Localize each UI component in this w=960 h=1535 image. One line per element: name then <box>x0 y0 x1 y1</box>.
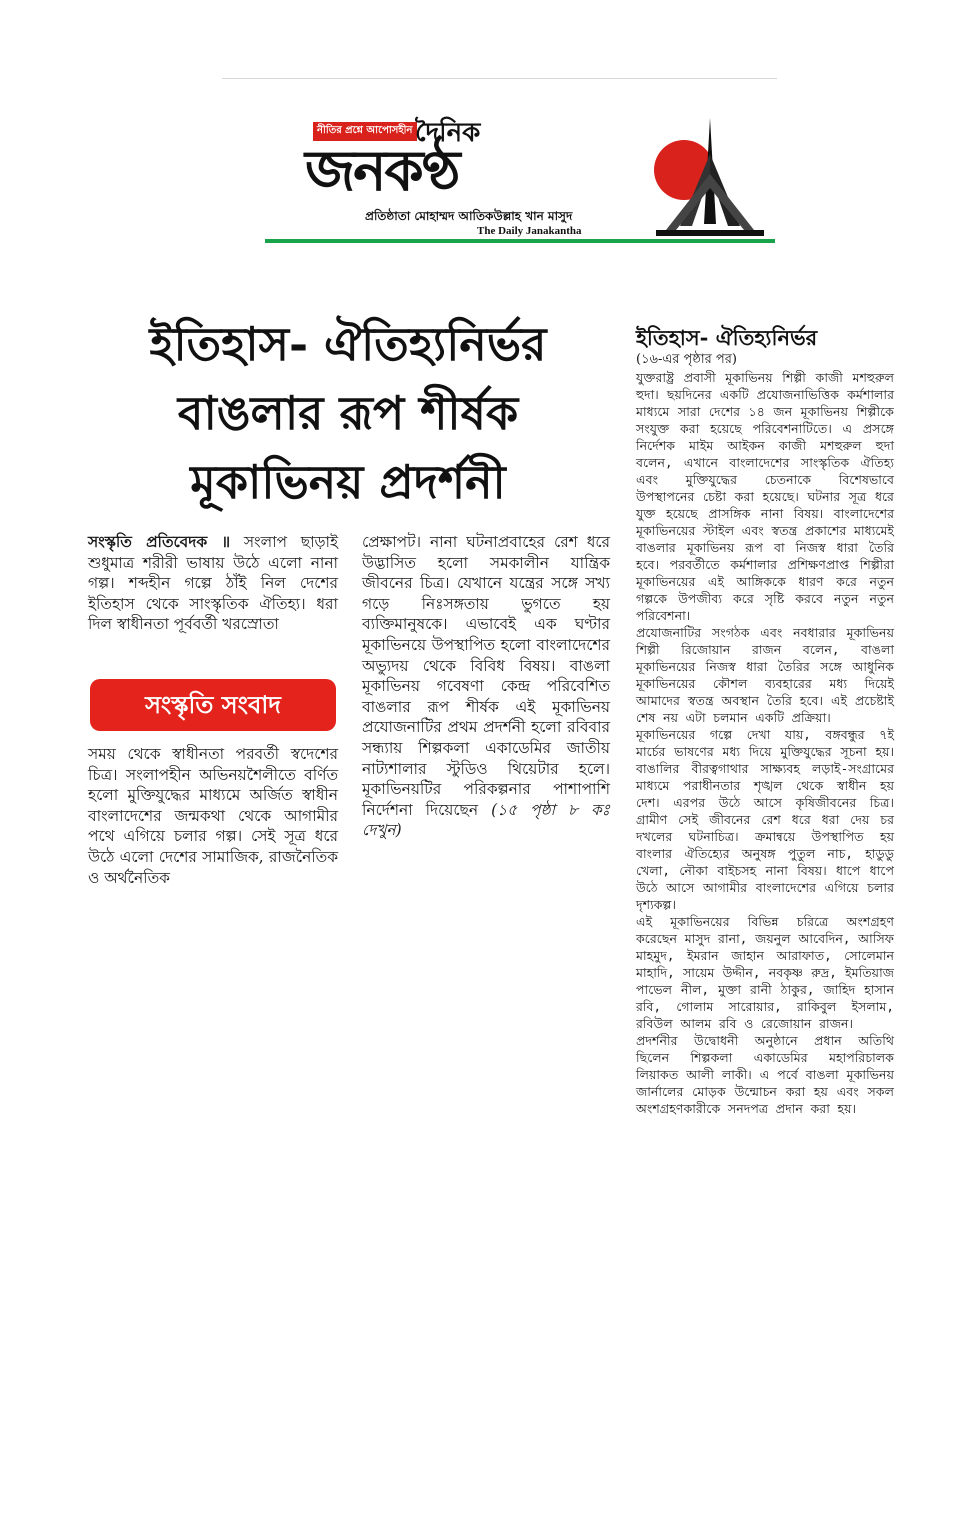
masthead-founder: প্রতিষ্ঠাতা মোহাম্মদ আতিকউল্লাহ খান মাসুদ <box>365 209 573 223</box>
continuation-subtitle: (১৬-এর পৃষ্ঠার পর) <box>636 352 737 367</box>
paragraph: প্রযোজনাটির সংগঠক এবং নবধারার মূকাভিনয় শিল্পী রিজোয়ান রাজন বলেন, বাঙলা মূকাভিনয়ের নিজস্ব ধারা তৈরির সঙ্গে আধুনিক মূকাভিনয়ের কৌশল ব্যবহারের মধ্য দিয়েই আমাদের স্বতন্ত্র অবস্থান তৈরি হবে। এই প্রচেষ্টাই শেষ নয় এটা চলমান একটি প্রক্রিয়া। <box>636 625 894 725</box>
headline-line: মূকাভিনয় প্রদর্শনী <box>190 455 506 509</box>
article-headline <box>88 310 608 517</box>
continuation-title: ইতিহাস- ঐতিহ্যনির্ভর <box>636 325 818 350</box>
headline-line: ইতিহাস- ঐতিহ্যনির্ভর <box>149 317 547 371</box>
article-column-1-top <box>88 532 338 635</box>
continued-note: (১৫ পৃষ্ঠা ৮ কঃ দেখুন) <box>362 800 610 840</box>
martyrs-monument-icon <box>650 114 770 240</box>
continuation-body <box>636 369 894 1117</box>
masthead-logo: জনকণ্ঠ <box>305 139 459 204</box>
paragraph: মূকাভিনয়ের গল্পে দেখা যায়, বঙ্গবন্ধুর ৭ই মার্চের ভাষণের মধ্য দিয়ে মুক্তিযুদ্ধের সূচনা হয়। বাঙালির বীরত্বগাথার সাক্ষ্যবহ লড়াই-সংগ্রামের মাধ্যমে পরাধীনতার শৃঙ্খল থেকে স্বাধীন হয় দেশ। এরপর উঠে আসে কৃষিজীবনের চিত্র। গ্রামীণ সেই জীবনের রেশ ধরে ধরা দেয় চর দখলের ঘটনাচিত্র। ক্রমান্বয়ে উপস্থাপিত হয় বাংলার ঐতিহ্যের অনুষঙ্গ পুতুল নাচ, হাডুডু খেলা, নৌকা বাইচসহ নানা বিষয়। ধাপে ধাপে উঠে আসে আগামীর বাংলাদেশের এগিয়ে চলার দৃশ্যকল্প। <box>636 727 894 912</box>
section-badge: সংস্কৃতি সংবাদ <box>90 679 336 731</box>
masthead <box>265 108 775 243</box>
top-divider <box>222 78 777 79</box>
byline: সংস্কৃতি প্রতিবেদক ॥ <box>88 533 231 551</box>
paragraph: এই মূকাভিনয়ের বিভিন্ন চরিত্রে অংশগ্রহণ করেছেন মাসুদ রানা, জয়নুল আবেদিন, আসিফ মাহমুদ, ইমরান জাহান আরাফাত, সোলেমান মাহাদি, সায়েম উদ্দীন, নবকৃষ্ণ রুদ্র, ইমতিয়াজ পাভেল নীল, মুক্তা রানী ঠাকুর, জাহিদ হাসান রবি, গোলাম সারোয়ার, রাকিবুল ইসলাম, রবিউল আলম রবি ও রেজোয়ান রাজন। <box>636 914 894 1031</box>
paragraph: যুক্তরাষ্ট্র প্রবাসী মূকাভিনয় শিল্পী কাজী মশহুরুল হুদা। ছয়দিনের একটি প্রযোজনাভিত্তিক কর্মশালার মাধ্যমে সারা দেশের ১৪ জন মূকাভিনয় শিল্পীকে সংযুক্ত করা হয়েছে পরিবেশনাটিতে। এ প্রসঙ্গে নির্দেশক মাইম আইকন কাজী মশহুরুল হুদা বলেন, এখানে বাংলাদেশের সাংস্কৃতিক ঐতিহ্য এবং মুক্তিযুদ্ধের চেতনাকে বিশেষভাবে উপস্থাপনের চেষ্টা করা হয়েছে। ঘটনার সূত্র ধরে যুক্ত হয়েছে প্রাসঙ্গিক নানা বিষয়। বাংলাদেশের মূকাভিনয়ের স্টাইল এবং স্বতন্ত্র প্রকাশের মাধ্যমেই বাঙলার মূকাভিনয় রূপ বা নিজস্ব ধারা তৈরি হবে। পরবর্তীতে কর্মশালার প্রশিক্ষণপ্রাপ্ত শিল্পীরা মূকাভিনয়ের এই আঙ্গিককে ধারণ করে নতুন গল্পকে উপজীব্য করে সৃষ্টি করবে নতুন নতুন পরিবেশনা। <box>636 370 894 623</box>
masthead-dainik: দৈনিক <box>415 118 481 148</box>
masthead-tagline: নীতির প্রশ্নে আপোসহীন <box>313 122 417 141</box>
masthead-green-rule <box>265 239 775 243</box>
article-column-2 <box>362 532 610 841</box>
paragraph: প্রদর্শনীর উদ্বোধনী অনুষ্ঠানে প্রধান অতিথি ছিলেন শিল্পকলা একাডেমির মহাপরিচালক লিয়াকত আলী লাকী। এ পর্বে বাঙলা মূকাভিনয় জার্নালের মোড়ক উন্মোচন করা হয় এবং সকল অংশগ্রহণকারীকে সনদপত্র প্রদান করা হয়। <box>636 1033 894 1116</box>
column-text: প্রেক্ষাপট। নানা ঘটনাপ্রবাহের রেশ ধরে উদ্ভাসিত হলো সমকালীন যান্ত্রিক জীবনের চিত্র। যেখানে যন্ত্রের সঙ্গে সখ্য গড়ে নিঃসঙ্গতায় ভুগতে হয় ব্যক্তিমানুষকে। এভাবেই এক ঘণ্টার মূকাভিনয়ে উপস্থাপিত হলো বাংলাদেশের অভ্যুদয় থেকে বিবিধ বিষয়। বাঙলা মূকাভিনয় গবেষণা কেন্দ্র পরিবেশিত বাঙলার রূপ শীর্ষক এই মূকাভিনয় প্রযোজনাটির প্রথম প্রদর্শনী হলো রবিবার সন্ধ্যায় শিল্পকলা একাডেমির জাতীয় নাট্যশালার স্টুডিও থিয়েটার হলে। মূকাভিনয়টির পরিকল্পনার পাশাপাশি নির্দেশনা দিয়েছেন <box>362 533 610 819</box>
masthead-english-name: The Daily Janakantha <box>477 225 582 237</box>
headline-line: বাঙলার রূপ শীর্ষক <box>177 386 519 440</box>
article-column-1-bottom <box>88 744 338 888</box>
column-text: সময় থেকে স্বাধীনতা পরবর্তী স্বদেশের চিত্র। সংলাপহীন অভিনয়শৈলীতে বর্ণিত হলো মুক্তিযুদ্ধের মাধ্যমে অর্জিত স্বাধীন বাংলাদেশের জন্মকথা থেকে আগামীর পথে এগিয়ে চলার গল্প। সেই সূত্র ধরে উঠে এলো দেশের সামাজিক, রাজনৈতিক ও অর্থনৈতিক <box>88 745 338 887</box>
column-text: সংলাপ ছাড়াই শুধুমাত্র শরীরী ভাষায় উঠে এলো নানা গল্প। শব্দহীন গল্পে ঠাঁই নিল দেশের ইতিহাস থেকে সাংস্কৃতিক ঐতিহ্য। ধরা দিল স্বাধীনতা পূর্ববর্তী খরস্রোতা <box>88 533 338 634</box>
